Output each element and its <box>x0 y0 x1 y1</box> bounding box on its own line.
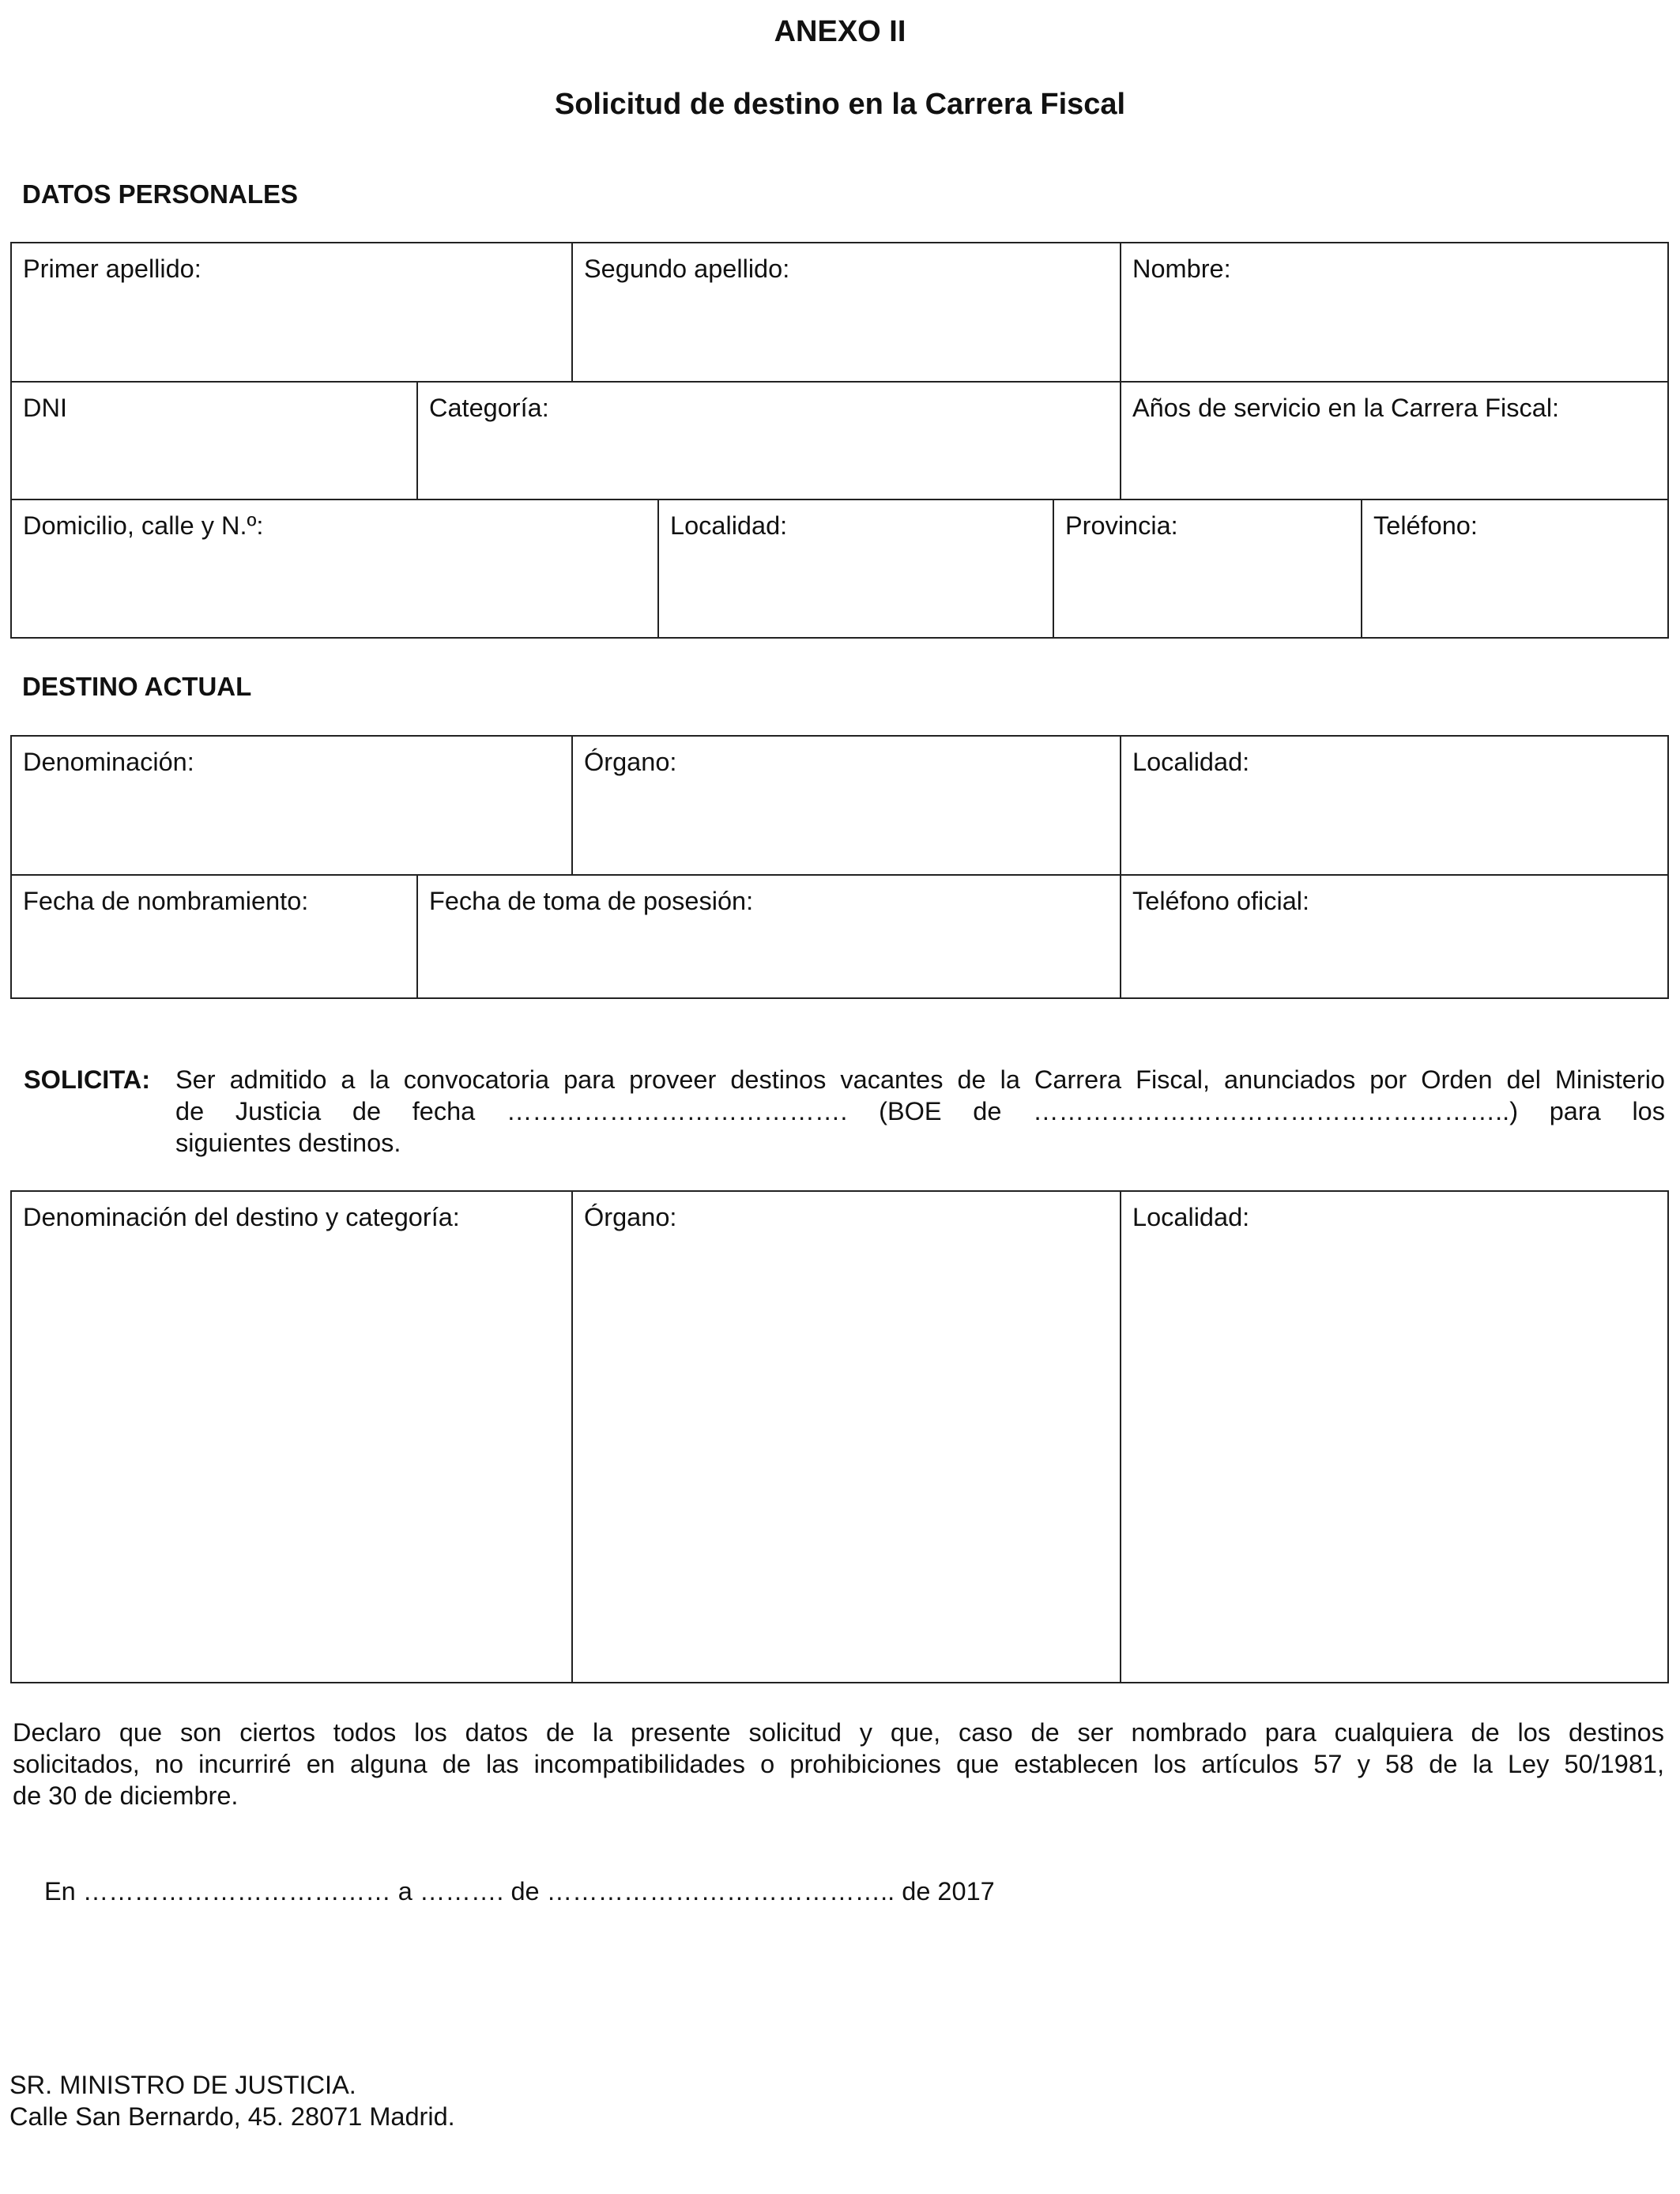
telefono-field[interactable] <box>1362 500 1669 639</box>
field-label: Provincia: <box>1065 511 1178 540</box>
localidad-field[interactable] <box>659 500 1054 639</box>
fecha-toma-posesion-field[interactable] <box>418 876 1121 999</box>
primer-apellido-field[interactable] <box>12 243 573 383</box>
destinatario-line-1: SR. MINISTRO DE JUSTICIA. <box>9 2071 356 2099</box>
field-label: Fecha de toma de posesión: <box>429 887 754 915</box>
field-label: Teléfono: <box>1373 511 1478 540</box>
field-label: Nombre: <box>1132 254 1231 283</box>
field-label: Órgano: <box>584 748 677 776</box>
localidad-actual-field[interactable] <box>1121 737 1669 876</box>
destinatario-line-2: Calle San Bernardo, 45. 28071 Madrid. <box>9 2102 455 2131</box>
localidad-destino-field[interactable] <box>1121 1192 1669 1683</box>
solicita-label: SOLICITA: <box>24 1065 151 1094</box>
denominacion-destino-field[interactable] <box>12 1192 573 1683</box>
fecha-lugar-line: En ……………………………… a ………. de ………………………………….. de 2017 <box>44 1877 995 1906</box>
denominacion-field[interactable] <box>12 737 573 876</box>
fecha-nombramiento-field[interactable] <box>12 876 418 999</box>
solicita-line-1: Ser admitido a la convocatoria para proveer destinos vacantes de la Carrera Fiscal, anunciados por Orden del Ministerio <box>175 1065 1665 1094</box>
field-label: DNI <box>23 394 67 422</box>
field-label: Denominación del destino y categoría: <box>23 1203 460 1231</box>
organo-destino-field[interactable] <box>573 1192 1121 1683</box>
destino-actual-table <box>10 735 1669 999</box>
field-label: Primer apellido: <box>23 254 202 283</box>
field-label: Categoría: <box>429 394 549 422</box>
field-label: Denominación: <box>23 748 194 776</box>
destino-actual-heading: DESTINO ACTUAL <box>22 672 252 701</box>
annex-title: ANEXO II <box>774 15 906 48</box>
declaracion-line-2: solicitados, no incurriré en alguna de las incompatibilidades o prohibiciones que establecen los artículos 57 y 58 de la Ley 50/1981, <box>13 1750 1664 1778</box>
datos-personales-table <box>10 242 1669 639</box>
anos-servicio-field[interactable] <box>1121 383 1669 500</box>
field-label: Fecha de nombramiento: <box>23 887 309 915</box>
field-label: Localidad: <box>1132 1203 1250 1231</box>
domicilio-field[interactable] <box>12 500 659 639</box>
field-label: Órgano: <box>584 1203 677 1231</box>
datos-personales-heading: DATOS PERSONALES <box>22 179 298 209</box>
solicita-line-3: siguientes destinos. <box>175 1129 401 1157</box>
dni-field[interactable] <box>12 383 418 500</box>
field-label: Localidad: <box>1132 748 1250 776</box>
field-label: Años de servicio en la Carrera Fiscal: <box>1132 394 1560 422</box>
organo-field[interactable] <box>573 737 1121 876</box>
field-label: Teléfono oficial: <box>1132 887 1310 915</box>
field-label: Localidad: <box>670 511 788 540</box>
provincia-field[interactable] <box>1054 500 1362 639</box>
telefono-oficial-field[interactable] <box>1121 876 1669 999</box>
categoria-field[interactable] <box>418 383 1121 500</box>
segundo-apellido-field[interactable] <box>573 243 1121 383</box>
nombre-field[interactable] <box>1121 243 1669 383</box>
destinos-solicitados-table <box>10 1190 1669 1683</box>
solicita-line-2: de Justicia de fecha …………………………………. (BOE de ………………………………………………..) para los <box>175 1097 1665 1125</box>
form-title: Solicitud de destino en la Carrera Fiscal <box>554 88 1126 121</box>
declaracion-line-1: Declaro que son ciertos todos los datos de la presente solicitud y que, caso de ser nombrado para cualquiera de los destinos <box>13 1718 1664 1747</box>
declaracion-line-3: de 30 de diciembre. <box>13 1781 239 1810</box>
field-label: Segundo apellido: <box>584 254 790 283</box>
field-label: Domicilio, calle y N.º: <box>23 511 264 540</box>
